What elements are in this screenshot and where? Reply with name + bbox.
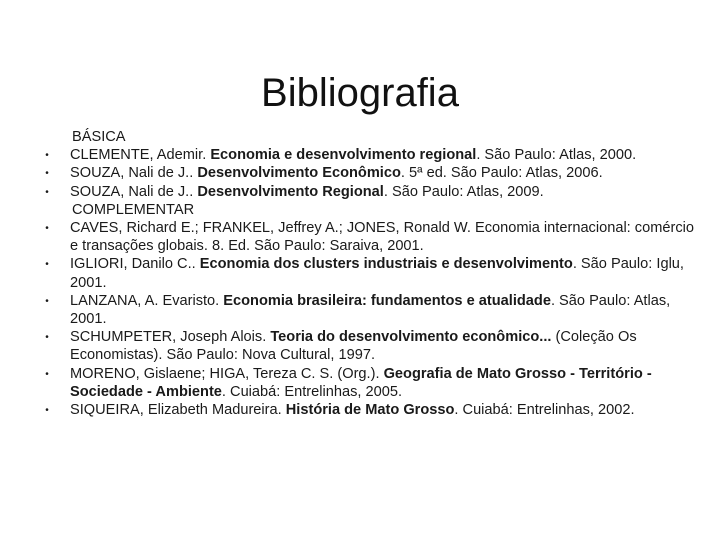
- entry-author: MORENO, Gislaene; HIGA, Tereza C. S. (Org.).: [70, 365, 384, 382]
- entry-publication: . São Paulo: Atlas, 2009.: [383, 183, 544, 200]
- bullet-icon: •: [45, 168, 49, 180]
- list-item: [40, 255, 700, 291]
- list-item: [40, 365, 700, 401]
- list-item: [40, 401, 700, 419]
- bullet-icon: •: [45, 295, 49, 307]
- entry-author: SCHUMPETER, Joseph Alois.: [70, 329, 271, 346]
- section-heading-basic: [40, 128, 700, 146]
- entry-publication: . São Paulo: Iglu, 2001.: [70, 256, 684, 291]
- entry-author: IGLIORI, Danilo C..: [70, 256, 200, 273]
- entry-title: Geografia de Mato Grosso - Território - Sociedade - Ambiente: [70, 365, 652, 400]
- entry-publication: (Coleção Os Economistas). São Paulo: Nova Cultural, 1997.: [70, 329, 637, 364]
- list-item: [40, 183, 700, 201]
- bullet-icon: •: [45, 223, 49, 235]
- entry-author: CAVES, Richard E.; FRANKEL, Jeffrey A.; JONES, Ronald W. Economia internacional: comércio e transações globais. 8. Ed. São Paulo: Saraiva, 2001.: [70, 220, 694, 255]
- entry-author: CLEMENTE, Ademir.: [70, 147, 211, 164]
- section-heading-label: COMPLEMENTAR: [72, 201, 195, 218]
- section-heading-label: BÁSICA: [72, 129, 126, 145]
- entry-publication: . São Paulo: Atlas, 2000.: [476, 147, 637, 164]
- page-title: Bibliografia: [261, 70, 459, 115]
- bullet-icon: •: [45, 405, 49, 417]
- entry-author: LANZANA, A. Evaristo.: [70, 292, 224, 309]
- bullet-icon: •: [45, 150, 49, 162]
- bibliography-list: [40, 128, 700, 419]
- entry-publication: . Cuiabá: Entrelinhas, 2002.: [454, 402, 635, 419]
- entry-title: Economia dos clusters industriais e desenvolvimento: [199, 256, 573, 273]
- entry-author: SIQUEIRA, Elizabeth Madureira.: [70, 402, 286, 419]
- list-item: [40, 219, 700, 255]
- entry-publication: . 5ª ed. São Paulo: Atlas, 2006.: [400, 165, 603, 182]
- list-item: [40, 328, 700, 364]
- bullet-icon: •: [45, 332, 49, 344]
- entry-title: Desenvolvimento Regional: [197, 183, 384, 200]
- entry-title: Economia e desenvolvimento regional: [210, 147, 477, 164]
- bullet-icon: •: [45, 368, 49, 380]
- entry-publication: . São Paulo: Atlas, 2001.: [70, 292, 671, 328]
- entry-author: SOUZA, Nali de J..: [70, 165, 198, 182]
- list-item: [40, 292, 700, 328]
- section-heading-complementary: [40, 201, 700, 219]
- entry-publication: . Cuiabá: Entrelinhas, 2005.: [221, 383, 403, 400]
- list-item: [40, 164, 700, 182]
- list-item: [40, 146, 700, 164]
- bullet-icon: •: [45, 259, 49, 271]
- entry-author: SOUZA, Nali de J..: [70, 183, 198, 200]
- entry-title: História de Mato Grosso: [285, 402, 455, 419]
- entry-title: Economia brasileira: fundamentos e atualidade: [223, 292, 551, 309]
- entry-title: Desenvolvimento Econômico: [197, 165, 401, 182]
- bullet-icon: •: [45, 186, 49, 198]
- entry-title: Teoria do desenvolvimento econômico...: [270, 329, 552, 346]
